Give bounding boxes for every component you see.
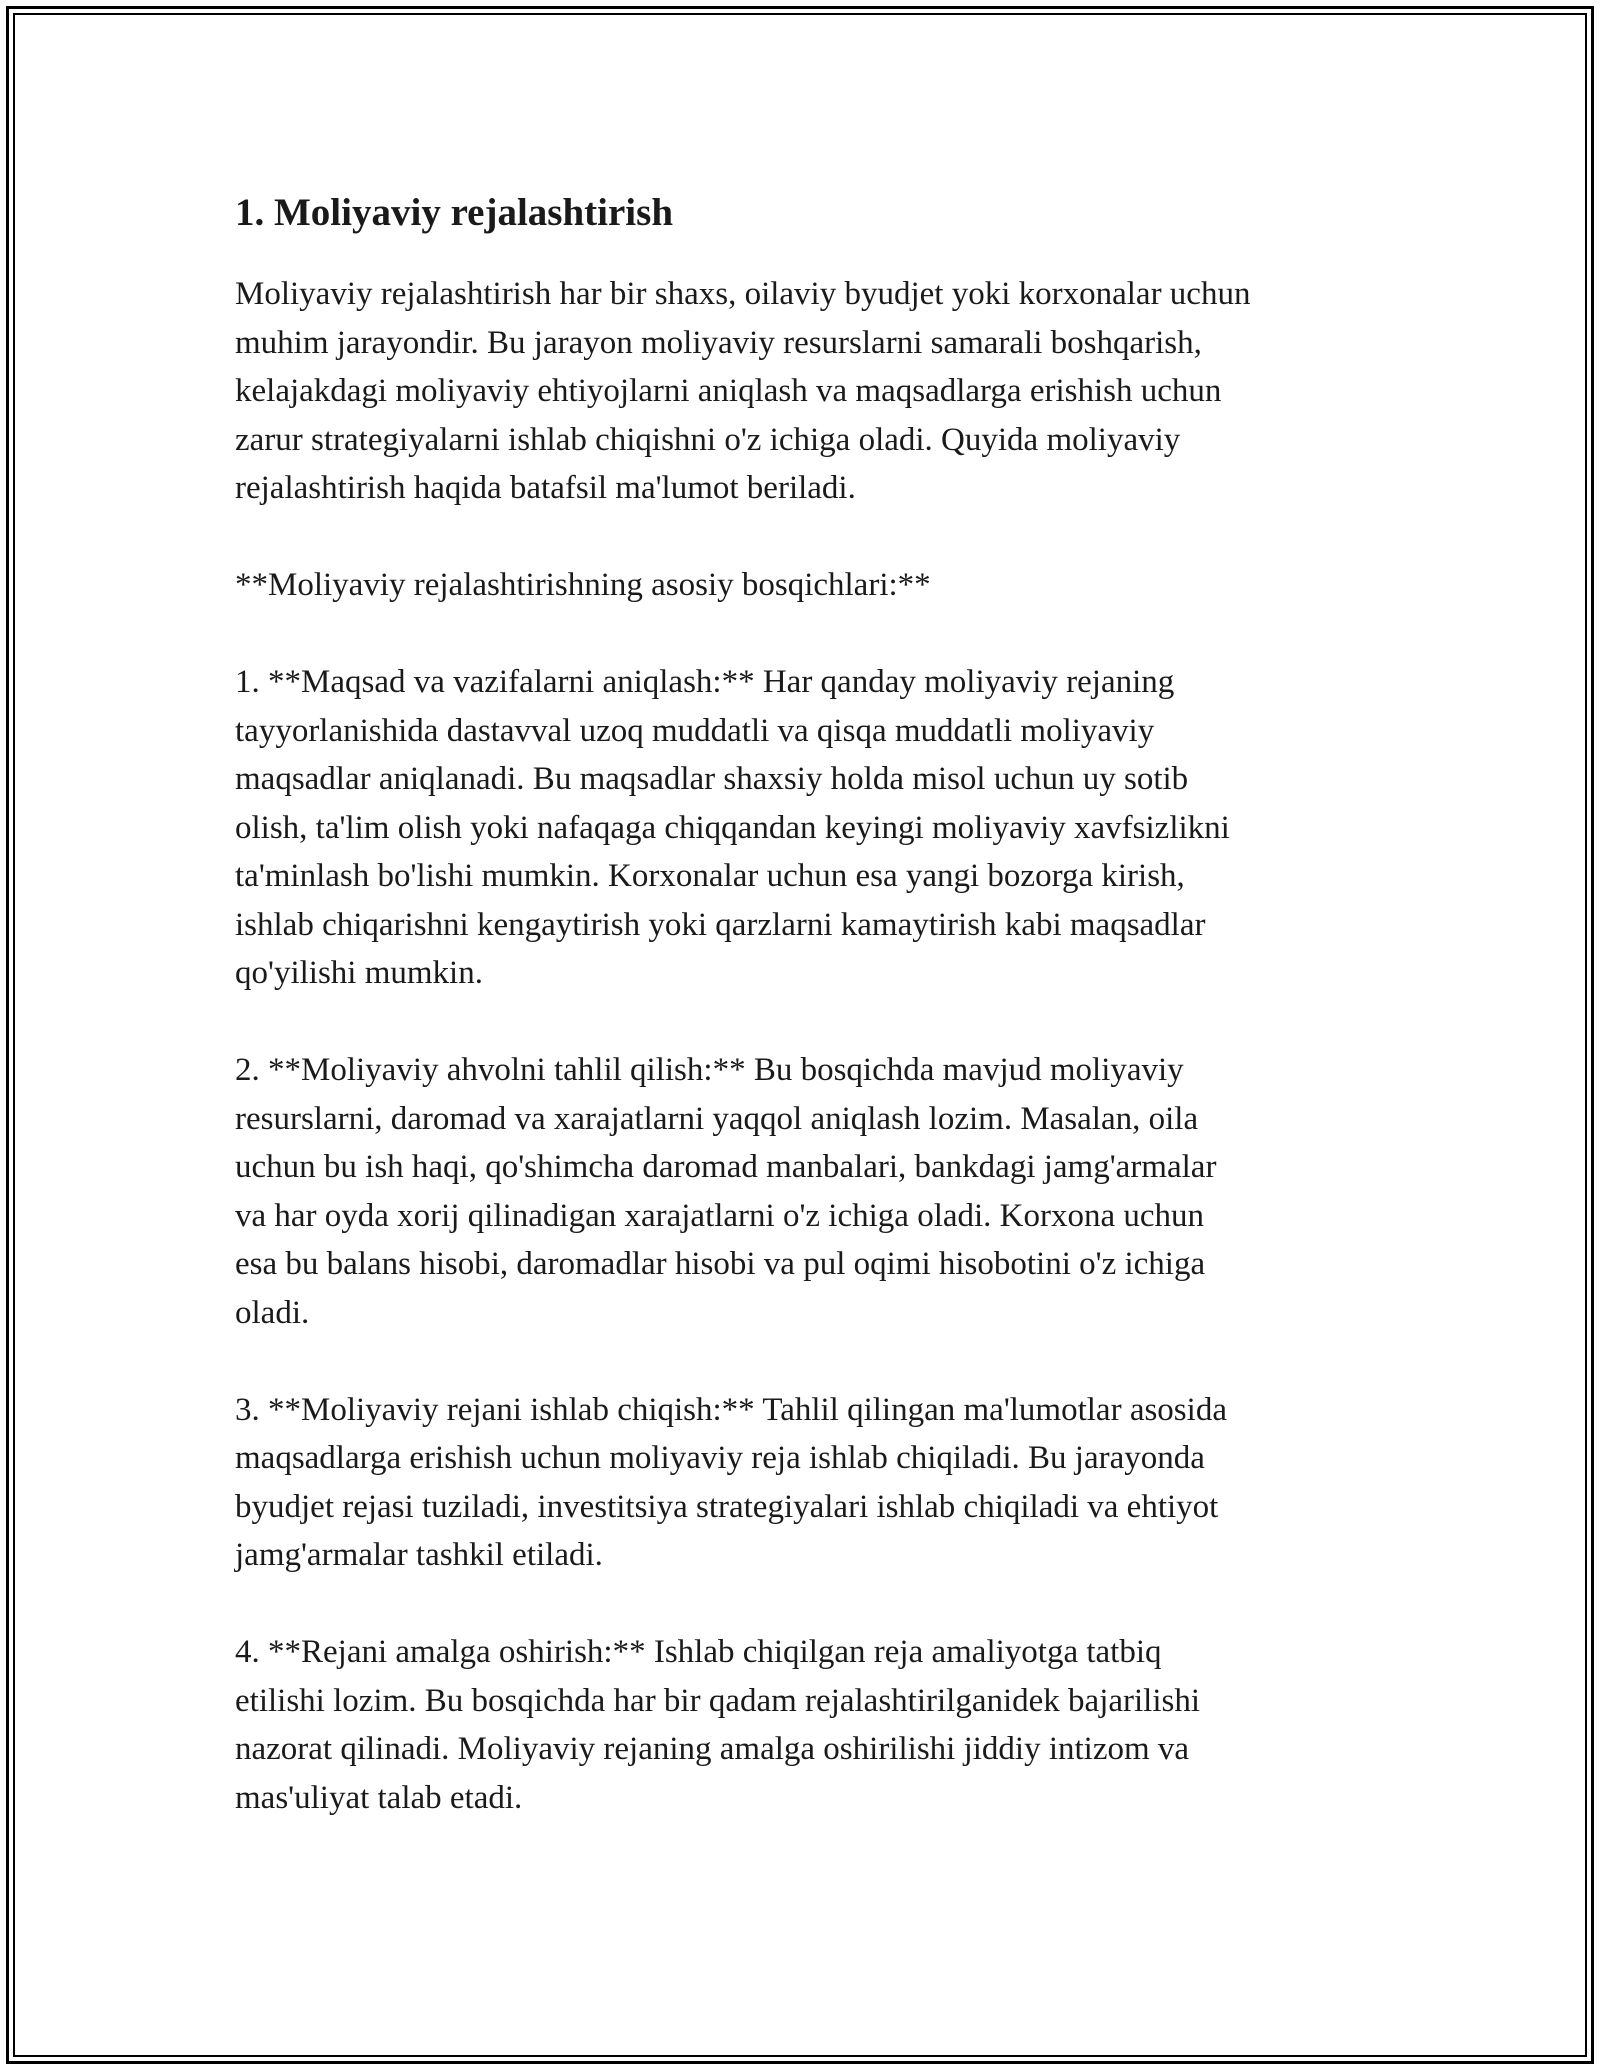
section-heading-paragraph: **Moliyaviy rejalashtirishning asosiy bosqichlari:**: [235, 567, 931, 603]
step-3-paragraph: 3. **Moliyaviy rejani ishlab chiqish:** Tahlil qilingan ma'lumotlar asosida maqsadlarga erishish uchun moliyaviy reja ishlab chiqiladi. Bu jarayonda byudjet rejasi tuziladi, investitsiya strategiyalari ishlab chiqiladi va ehtiyot jamg'armalar tashkil etiladi.: [235, 1391, 1227, 1573]
step-4-paragraph: 4. **Rejani amalga oshirish:** Ishlab chiqilgan reja amaliyotga tatbiq etilishi lozim. Bu bosqichda har bir qadam rejalashtirilganidek bajarilishi nazorat qilinadi. Moliyaviy rejaning amalga oshirilishi jiddiy intizom va mas'uliyat talab etadi.: [235, 1634, 1201, 1816]
document-title: 1. Moliyaviy rejalashtirish: [235, 191, 674, 234]
document-body: [235, 184, 1385, 1871]
intro-paragraph: Moliyaviy rejalashtirish har bir shaxs, oilaviy byudjet yoki korxonalar uchun muhim jarayondir. Bu jarayon moliyaviy resurslarni samarali boshqarish, kelajakdagi moliyaviy ehtiyojlarni aniqlash va maqsadlarga erishish uchun zarur strategiyalarni ishlab chiqishni o'z ichiga oladi. Quyida moliyaviy rejalashtirish haqida batafsil ma'lumot beriladi.: [235, 276, 1251, 506]
step-2-paragraph: 2. **Moliyaviy ahvolni tahlil qilish:** Bu bosqichda mavjud moliyaviy resurslarni, daromad va xarajatlarni yaqqol aniqlash lozim. Masalan, oila uchun bu ish haqi, qo'shimcha daromad manbalari, bankdagi jamg'armalar va har oyda xorij qilinadigan xarajatlarni o'z ichiga oladi. Korxona uchun esa bu balans hisobi, daromadlar hisobi va pul oqimi hisobotini o'z ichiga oladi.: [235, 1052, 1217, 1331]
step-1-paragraph: 1. **Maqsad va vazifalarni aniqlash:** Har qanday moliyaviy rejaning tayyorlanishida dastavval uzoq muddatli va qisqa muddatli moliyaviy maqsadlar aniqlanadi. Bu maqsadlar shaxsiy holda misol uchun uy sotib olish, ta'lim olish yoki nafaqaga chiqqandan keyingi moliyaviy xavfsizlikni ta'minlash bo'lishi mumkin. Korxonalar uchun esa yangi bozorga kirish, ishlab chiqarishni kengaytirish yoki qarzlarni kamaytirish kabi maqsadlar qo'yilishi mumkin.: [235, 664, 1230, 991]
